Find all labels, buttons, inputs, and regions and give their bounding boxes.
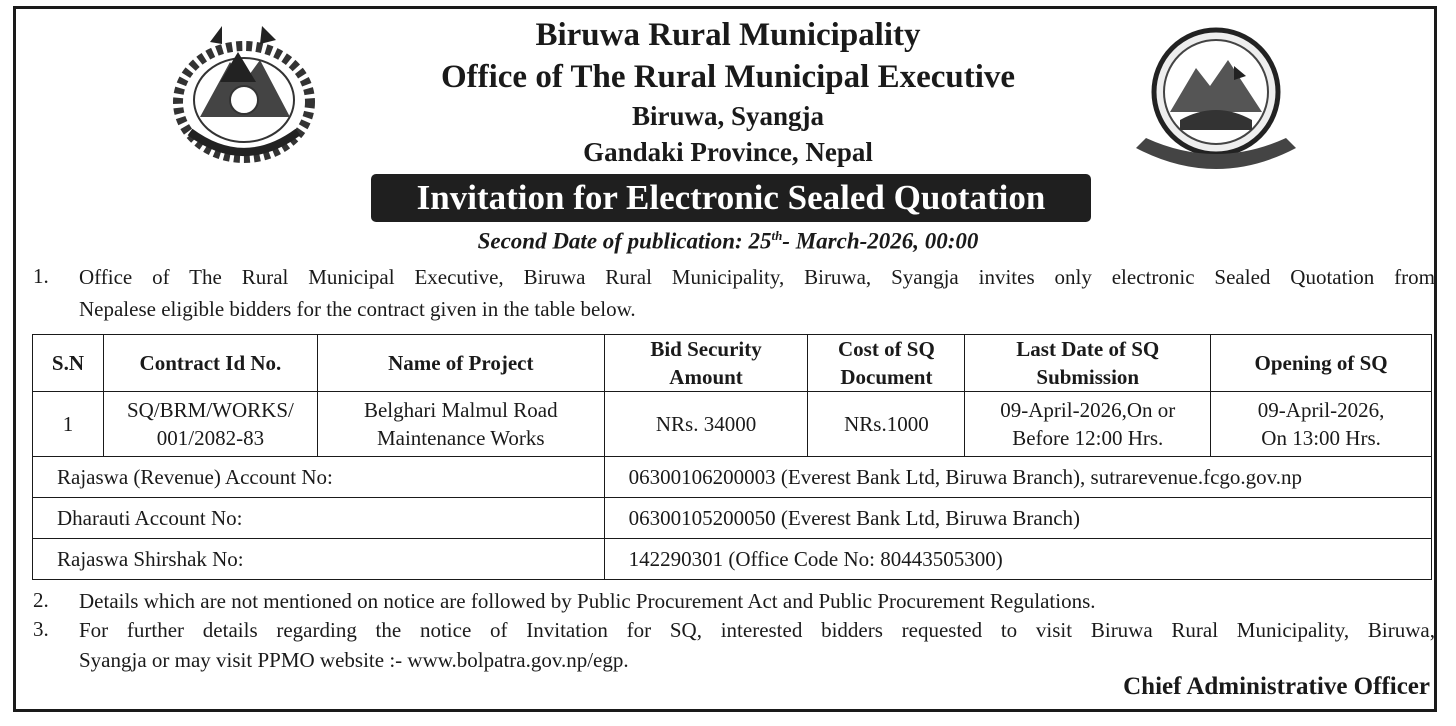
cell-bid-security: NRs. 34000	[604, 392, 808, 457]
header-opening: Opening of SQ	[1211, 335, 1432, 392]
table-header-row	[33, 335, 1432, 392]
cell-opening-line-1: 09-April-2026,	[1257, 398, 1385, 422]
municipality-name: Biruwa Rural Municipality	[535, 17, 921, 53]
header-project: Name of Project	[317, 335, 604, 392]
publication-date-superscript: th	[771, 228, 783, 243]
cell-cost: NRs.1000	[808, 392, 965, 457]
paragraph-2-text: Details which are not mentioned on notice are followed by Public Procurement Act and Public Procurement Regulations.	[79, 589, 1096, 613]
publication-date	[0, 228, 1456, 255]
publication-date-suffix: - March-2026, 00:00	[782, 228, 979, 254]
account-row-shirshak	[33, 539, 1432, 580]
dharauti-account-label: Dharauti Account No:	[33, 498, 605, 539]
cell-project	[317, 392, 604, 457]
paragraph-3-line-1: For further details regarding the notice of Invitation for SQ, interested bidders requested to visit Biruwa Rural Municipality, Biruwa,	[79, 618, 1435, 642]
cell-contract-id	[103, 392, 317, 457]
paragraph-3-number: 3.	[33, 617, 49, 641]
shirshak-label: Rajaswa Shirshak No:	[33, 539, 605, 580]
office-location: Biruwa, Syangja	[631, 101, 825, 131]
header-cost-line-2: Document	[840, 365, 933, 389]
table-row	[33, 392, 1432, 457]
account-row-revenue	[33, 457, 1432, 498]
office-province: Gandaki Province, Nepal	[583, 137, 873, 167]
header-bid-security-line-2: Amount	[669, 365, 743, 389]
paragraph-1-line-1: Office of The Rural Municipal Executive, Biruwa Rural Municipality, Biruwa, Syangja invites only electronic Sealed Quotation from	[79, 265, 1435, 289]
header-last-date-line-2: Submission	[1036, 365, 1140, 389]
revenue-account-label: Rajaswa (Revenue) Account No:	[33, 457, 605, 498]
cell-contract-id-line-1: SQ/BRM/WORKS/	[126, 398, 294, 422]
paragraph-1-line-2: Nepalese eligible bidders for the contract given in the table below.	[79, 297, 636, 321]
shirshak-value: 142290301 (Office Code No: 80443505300)	[604, 539, 1431, 580]
cell-contract-id-line-2: 001/2082-83	[156, 426, 265, 450]
cell-last-date-line-1: 09-April-2026,On or	[1000, 398, 1176, 422]
cell-opening-line-2: On 13:00 Hrs.	[1261, 426, 1381, 450]
revenue-account-value: 06300106200003 (Everest Bank Ltd, Biruwa Branch), sutrarevenue.fcgo.gov.np	[604, 457, 1431, 498]
notice-title-banner: Invitation for Electronic Sealed Quotation	[371, 174, 1091, 222]
quotation-table	[32, 334, 1432, 580]
cell-project-line-2: Maintenance Works	[376, 426, 545, 450]
dharauti-account-value: 06300105200050 (Everest Bank Ltd, Biruwa Branch)	[604, 498, 1431, 539]
cell-sn: 1	[33, 392, 104, 457]
office-name: Office of The Rural Municipal Executive	[440, 59, 1016, 95]
signature-title: Chief Administrative Officer	[1123, 673, 1430, 700]
header-cost-line-1: Cost of SQ	[837, 337, 935, 361]
header-contract-id: Contract Id No.	[103, 335, 317, 392]
account-row-dharauti	[33, 498, 1432, 539]
header-last-date	[965, 335, 1211, 392]
header-cost	[808, 335, 965, 392]
paragraph-2-number: 2.	[33, 588, 49, 612]
paragraph-3-line-2: Syangja or may visit PPMO website :- www.bolpatra.gov.np/egp.	[79, 648, 629, 672]
publication-date-prefix: Second Date of publication: 25	[477, 228, 772, 254]
header-bid-security	[604, 335, 808, 392]
header-last-date-line-1: Last Date of SQ	[1016, 337, 1160, 361]
paragraph-1-number: 1.	[33, 264, 49, 288]
cell-opening	[1211, 392, 1432, 457]
header-bid-security-line-1: Bid Security	[650, 337, 762, 361]
cell-project-line-1: Belghari Malmul Road	[363, 398, 558, 422]
cell-last-date-line-2: Before 12:00 Hrs.	[1012, 426, 1164, 450]
header-sn: S.N	[33, 335, 104, 392]
cell-last-date	[965, 392, 1211, 457]
